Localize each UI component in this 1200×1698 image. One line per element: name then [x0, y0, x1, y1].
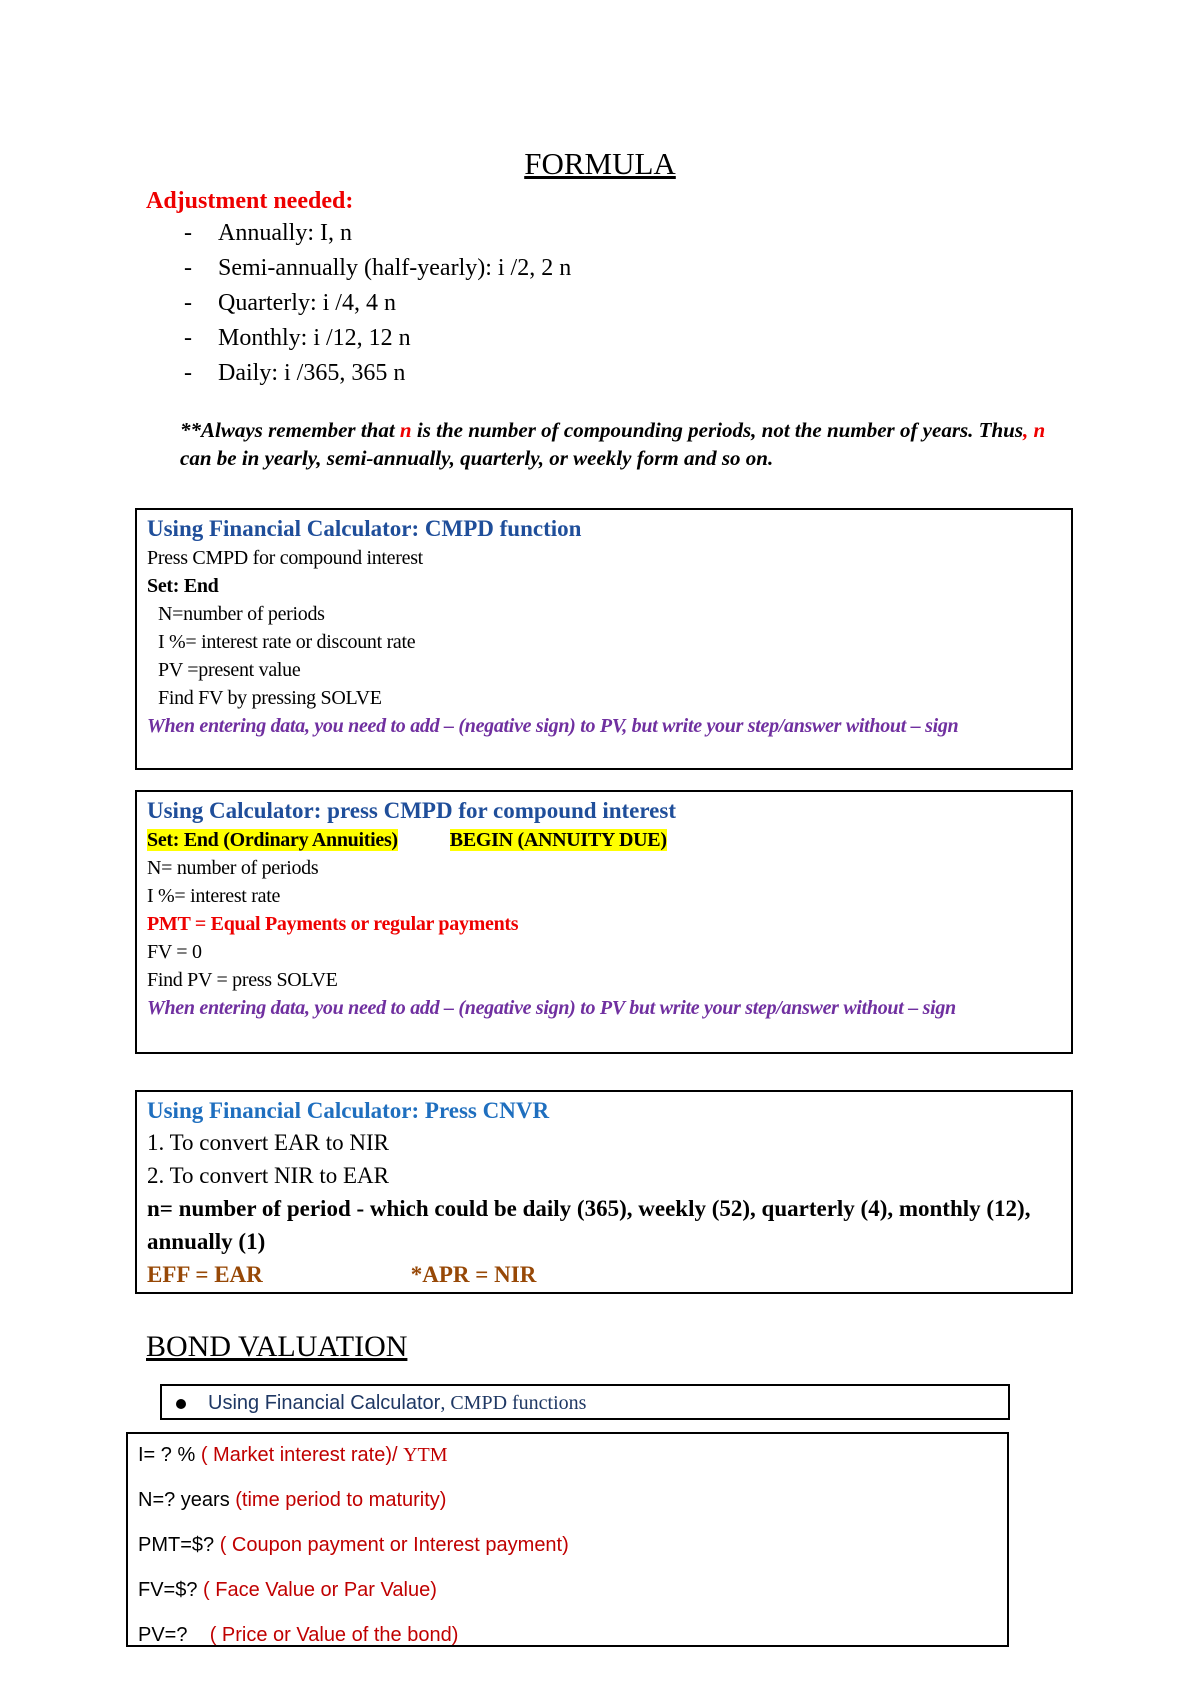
adjustment-item-quarterly: Quarterly: i /4, 4 n: [218, 290, 396, 316]
bond-row-label: PMT=$?: [138, 1534, 215, 1556]
cmpd-function-box: [135, 508, 1073, 770]
negative-sign-note: When entering data, you need to add – (negative sign) to PV, but write your step/answer without – sign: [147, 715, 959, 737]
bond-row-label: FV=$?: [138, 1579, 198, 1601]
list-item: - Quarterly: i /4, 4 n: [184, 290, 396, 316]
bond-row-label: N=? years: [138, 1489, 230, 1511]
adjustment-list: [184, 218, 571, 393]
convert-line: 2. To convert NIR to EAR: [147, 1163, 389, 1188]
fv-line: Find FV by pressing SOLVE: [158, 687, 382, 709]
box-heading: Using Financial Calculator: Press CNVR: [147, 1098, 550, 1123]
pv-line: Find PV = press SOLVE: [147, 969, 338, 991]
bond-row-desc: ( Price or Value of the bond): [187, 1624, 459, 1646]
annuity-box: [135, 790, 1073, 1054]
bond-row: [138, 1485, 997, 1530]
bond-inputs-box: [126, 1432, 1009, 1647]
set-line: [147, 826, 1061, 854]
i-line: I %= interest rate or discount rate: [158, 631, 416, 653]
begin-highlight: BEGIN (ANNUITY DUE): [449, 829, 667, 851]
list-item: - Daily: i /365, 365 n: [184, 360, 406, 386]
n-line: N=number of periods: [158, 603, 325, 625]
bond-row: [138, 1575, 997, 1620]
adjustment-item-semi-annually: Semi-annually (half-yearly): i /2, 2 n: [218, 255, 572, 281]
bond-row-desc: (time period to maturity): [229, 1489, 447, 1511]
bar-text: Using Financial Calculator: [208, 1392, 441, 1414]
bond-valuation-title: BOND VALUATION: [146, 1330, 408, 1363]
convert-line: 1. To convert EAR to NIR: [147, 1130, 389, 1155]
list-item: - Monthly: i /12, 12 n: [184, 325, 411, 351]
i-line: I %= interest rate: [147, 885, 281, 907]
adjustment-heading: Adjustment needed:: [146, 188, 354, 214]
set-end-line: Set: End: [147, 575, 219, 597]
list-item: - Semi-annually (half-yearly): i /2, 2 n: [184, 255, 572, 281]
adjustment-item-monthly: Monthly: i /12, 12 n: [218, 325, 411, 351]
note-text: can be in yearly, semi-annually, quarterly, or weekly form and so on.: [180, 446, 774, 470]
box-line: Press CMPD for compound interest: [147, 547, 423, 569]
apr-label: *APR = NIR: [410, 1262, 537, 1287]
note-text: is the number of compounding periods, not the number of years. Thus: [411, 418, 1024, 442]
eff-apr-line: [147, 1258, 1061, 1291]
compounding-note: [180, 416, 1060, 472]
cnvr-box: [135, 1090, 1073, 1294]
box-heading: Using Financial Calculator: CMPD function: [147, 516, 582, 541]
bond-row: [138, 1530, 997, 1575]
adjustment-item-daily: Daily: i /365, 365 n: [218, 360, 406, 386]
note-text: **Always remember that: [180, 418, 400, 442]
page-title: FORMULA: [524, 146, 676, 181]
bond-calculator-bar: [160, 1384, 1010, 1420]
bond-row-desc: ( Face Value or Par Value): [197, 1579, 437, 1601]
pmt-line: PMT = Equal Payments or regular payments: [147, 913, 519, 935]
period-line: n= number of period - which could be daily (365), weekly (52), quarterly (4), monthly (12), annually (1): [147, 1196, 1031, 1254]
adjustment-item-annually: Annually: I, n: [218, 220, 352, 246]
bond-row-extra: YTM: [403, 1444, 448, 1466]
bond-row-label: I= ? %: [138, 1444, 196, 1466]
fv-line: FV = 0: [147, 941, 202, 963]
box-heading: Using Calculator: press CMPD for compound interest: [147, 798, 676, 823]
n-line: N= number of periods: [147, 857, 319, 879]
bond-row-label: PV=?: [138, 1624, 188, 1646]
set-end-highlight: Set: End (Ordinary Annuities): [147, 829, 398, 851]
pv-line: PV =present value: [158, 659, 301, 681]
note-n-highlight: n: [399, 418, 412, 442]
negative-sign-note: When entering data, you need to add – (negative sign) to PV but write your step/answer without – sign: [147, 997, 956, 1019]
bullet-icon: [176, 1399, 186, 1409]
bond-row-desc: ( Coupon payment or Interest payment): [214, 1534, 569, 1556]
bond-row: [138, 1620, 997, 1665]
note-n-highlight: , n: [1023, 418, 1046, 442]
bond-row: [138, 1440, 997, 1485]
list-item: - Annually: I, n: [184, 220, 352, 246]
bar-text: , CMPD functions: [440, 1392, 587, 1414]
bond-row-desc: ( Market interest rate)/: [195, 1444, 404, 1466]
eff-label: EFF = EAR: [147, 1262, 263, 1287]
